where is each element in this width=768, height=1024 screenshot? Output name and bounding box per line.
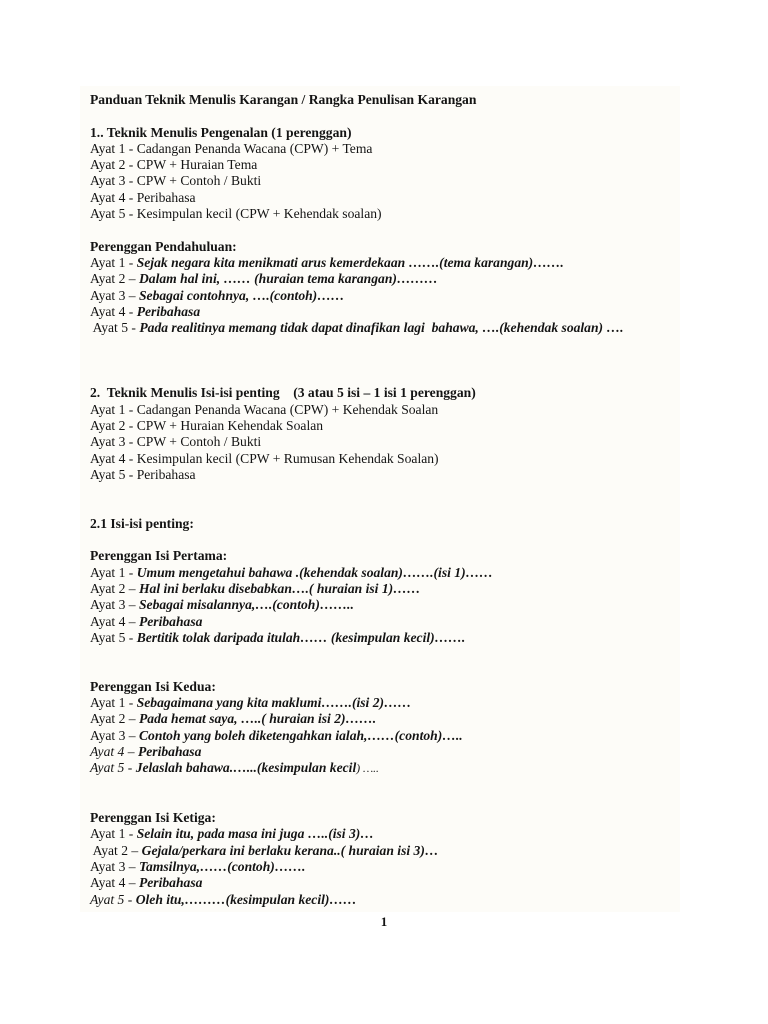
row-prefix: Ayat 3 – — [90, 727, 139, 743]
row-prefix: Ayat 4 – — [90, 613, 139, 629]
row-prefix: Ayat 2 – — [90, 842, 142, 858]
isi-pertama-heading: Perenggan Isi Pertama: — [90, 548, 228, 564]
row-text: Oleh itu,………(kesimpulan kecil)…… — [135, 891, 357, 907]
s1-line: Ayat 1 - Cadangan Penanda Wacana (CPW) + Tema — [90, 140, 373, 156]
row-prefix: Ayat 3 – — [90, 858, 139, 874]
row-text: Bertitik tolak daripada itulah…… (kesimpulan kecil)……. — [136, 629, 466, 645]
row-suffix: ) ….. — [356, 763, 379, 776]
isi-ketiga-row — [90, 892, 690, 908]
isi-pertama-row — [90, 565, 690, 581]
row-text: Peribahasa — [136, 303, 201, 319]
isi-pertama-row — [90, 614, 690, 630]
row-text: Sebagai contohnya, ….(contoh)…… — [138, 287, 345, 303]
row-prefix: Ayat 2 – — [90, 580, 139, 596]
row-prefix: Ayat 1 - — [90, 564, 137, 580]
row-text: Pada hemat saya, …..( huraian isi 2)……. — [138, 711, 377, 727]
isi-kedua-heading: Perenggan Isi Kedua: — [90, 678, 216, 694]
s2-line: Ayat 5 - Peribahasa — [90, 466, 196, 482]
s1-line: Ayat 4 - Peribahasa — [90, 189, 196, 205]
document-title: Panduan Teknik Menulis Karangan / Rangka Penulisan Karangan — [90, 92, 477, 107]
row-prefix: Ayat 3 – — [90, 287, 139, 303]
isi-kedua-row — [90, 744, 690, 760]
s1-line: Ayat 3 - CPW + Contoh / Bukti — [90, 173, 262, 189]
row-prefix: Ayat 5 - — [90, 320, 140, 336]
row-text: Peribahasa — [137, 743, 202, 759]
s2-line: Ayat 4 - Kesimpulan kecil (CPW + Rumusan Kehendak Soalan) — [90, 450, 439, 466]
row-text: Pada realitinya memang tidak dapat dinafikan lagi bahawa, ….(kehendak soalan) …. — [139, 320, 624, 336]
row-prefix: Ayat 4 – — [90, 875, 139, 891]
pendahuluan-heading: Perenggan Pendahuluan: — [90, 238, 237, 254]
pendahuluan-row — [90, 320, 690, 336]
row-prefix: Ayat 2 – — [90, 271, 139, 287]
s1-line: Ayat 5 - Kesimpulan kecil (CPW + Kehendak soalan) — [90, 206, 382, 222]
pendahuluan-row — [90, 288, 690, 304]
s1-line: Ayat 2 - CPW + Huraian Tema — [90, 157, 258, 173]
isi-pertama-row — [90, 630, 690, 646]
row-prefix: Ayat 1 - — [90, 254, 137, 270]
row-text: Gejala/perkara ini berlaku kerana..( huraian isi 3)… — [141, 842, 439, 858]
isi-pertama-row — [90, 597, 690, 613]
s2-line: Ayat 1 - Cadangan Penanda Wacana (CPW) + Kehendak Soalan — [90, 401, 439, 417]
isi-ketiga-row — [90, 826, 690, 842]
row-prefix: Ayat 4 – — [90, 743, 138, 759]
row-text: Sejak negara kita menikmati arus kemerdekaan …….(tema karangan)……. — [136, 254, 564, 270]
isi-kedua-row — [90, 695, 690, 711]
row-text: Sebagaimana yang kita maklumi…….(isi 2)…… — [136, 694, 412, 710]
row-text: Peribahasa — [138, 613, 203, 629]
row-text: Dalam hal ini, …… (huraian tema karangan)……… — [138, 271, 438, 287]
isi-ketiga-heading: Perenggan Isi Ketiga: — [90, 810, 216, 826]
s2-line: Ayat 2 - CPW + Huraian Kehendak Soalan — [90, 417, 324, 433]
section-2-1-heading: 2.1 Isi-isi penting: — [90, 515, 194, 531]
isi-ketiga-row — [90, 843, 690, 859]
row-prefix: Ayat 2 – — [90, 711, 139, 727]
isi-ketiga-row — [90, 859, 690, 875]
document-content — [90, 92, 690, 908]
row-prefix: Ayat 5 - — [90, 760, 136, 776]
row-text: Umum mengetahui bahawa .(kehendak soalan)…….(isi 1)…… — [136, 564, 493, 580]
isi-ketiga-row — [90, 875, 690, 891]
pendahuluan-row — [90, 255, 690, 271]
row-prefix: Ayat 3 – — [90, 597, 139, 613]
isi-kedua-row — [90, 728, 690, 744]
row-prefix: Ayat 1 - — [90, 694, 137, 710]
row-prefix: Ayat 5 - — [90, 891, 136, 907]
pendahuluan-row — [90, 304, 690, 320]
row-prefix: Ayat 5 - — [90, 629, 137, 645]
row-text: Peribahasa — [138, 875, 203, 891]
row-text: Tamsilnya,……(contoh)……. — [138, 858, 306, 874]
page-number: 1 — [380, 914, 388, 929]
section-2-heading: 2. Teknik Menulis Isi-isi penting (3 atau 5 isi – 1 isi 1 perenggan) — [90, 385, 476, 401]
row-text: Hal ini berlaku disebabkan….( huraian isi 1)…… — [138, 580, 421, 596]
isi-kedua-row — [90, 711, 690, 727]
row-text: Jelaslah bahawa.…...(kesimpulan kecil — [135, 760, 357, 776]
row-text: Contoh yang boleh diketengahkan ialah,……(contoh)….. — [138, 727, 463, 743]
row-prefix: Ayat 1 - — [90, 826, 137, 842]
isi-kedua-row — [90, 760, 690, 777]
s2-line: Ayat 3 - CPW + Contoh / Bukti — [90, 434, 262, 450]
section-1-heading: 1.. Teknik Menulis Pengenalan (1 perenggan) — [90, 124, 352, 140]
row-text: Selain itu, pada masa ini juga …..(isi 3)… — [136, 826, 374, 842]
isi-pertama-row — [90, 581, 690, 597]
row-prefix: Ayat 4 - — [90, 303, 137, 319]
pendahuluan-row — [90, 271, 690, 287]
row-text: Sebagai misalannya,….(contoh)…….. — [138, 597, 354, 613]
